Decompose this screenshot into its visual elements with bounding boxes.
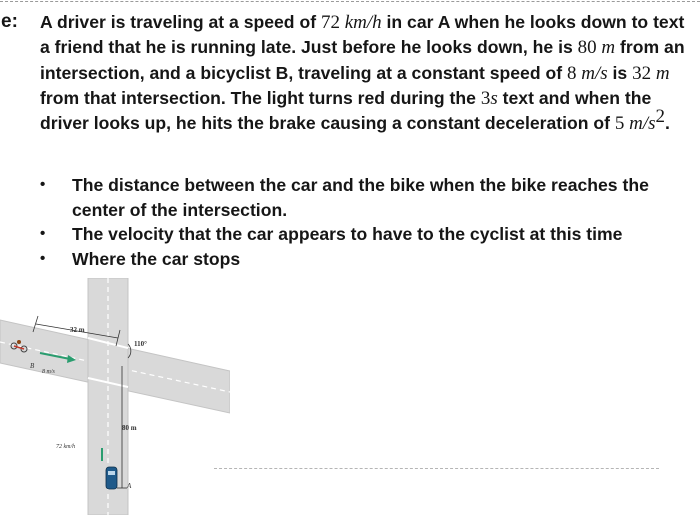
- car-distance-label: 80 m: [122, 424, 137, 432]
- bike-distance-value: 32: [632, 62, 656, 84]
- label-A: A: [127, 482, 132, 490]
- bike-speed-value: 8: [566, 62, 582, 84]
- time-unit: s: [490, 87, 498, 109]
- problem-text: from an intersection, and a bicyclist B, traveling at a constant speed of: [40, 37, 685, 83]
- label-B: B: [30, 362, 35, 370]
- problem-text: text and when the driver looks up, he hits the brake causing a constant deceleration of: [40, 87, 652, 134]
- deceleration-exponent: 2: [655, 106, 666, 128]
- bike-distance-label: 32 m: [70, 326, 85, 334]
- speed-value: 72: [320, 12, 345, 33]
- problem-text: A driver is traveling at a speed of: [40, 12, 321, 32]
- deceleration-unit: m/s: [629, 113, 656, 135]
- top-dashed-rule: [0, 1, 700, 2]
- distance-value: 80: [577, 37, 602, 59]
- task-text: Where the car stops: [72, 248, 241, 269]
- bike-speed-unit: m/s: [581, 62, 608, 84]
- time-value: 3: [480, 87, 491, 109]
- speed-unit: km/h: [344, 12, 382, 33]
- bullet-icon: •: [40, 225, 46, 242]
- bullet-icon: •: [40, 176, 46, 193]
- question-label: e:: [1, 11, 18, 32]
- task-list: [40, 173, 670, 271]
- list-item: [40, 247, 670, 272]
- list-item: [40, 173, 670, 222]
- bottom-dashed-rule: [214, 468, 659, 469]
- problem-end: .: [665, 113, 670, 134]
- list-item: [40, 222, 670, 247]
- car-icon: [106, 467, 117, 489]
- task-text: The velocity that the car appears to have to the cyclist at this time: [72, 224, 623, 244]
- car-windshield: [108, 471, 115, 475]
- deceleration-value: 5: [614, 113, 630, 135]
- intersection-diagram: [0, 278, 230, 515]
- problem-text: in car A when he looks down to text a friend that he is running late. Just before he looks down, he is: [40, 12, 685, 58]
- angle-label: 110°: [134, 340, 147, 348]
- bike-speed-label: 8 m/s: [42, 369, 55, 375]
- problem-text: from that intersection. The light turns red during the: [40, 87, 481, 108]
- bike-distance-unit: m: [655, 62, 670, 84]
- bullet-icon: •: [40, 249, 46, 267]
- car-speed-label: 72 km/h: [56, 444, 76, 450]
- task-text: The distance between the car and the bike when the bike reaches the center of the intersection.: [72, 175, 649, 220]
- problem-statement: [40, 10, 690, 136]
- problem-text: is: [607, 62, 633, 83]
- distance-unit: m: [601, 37, 616, 59]
